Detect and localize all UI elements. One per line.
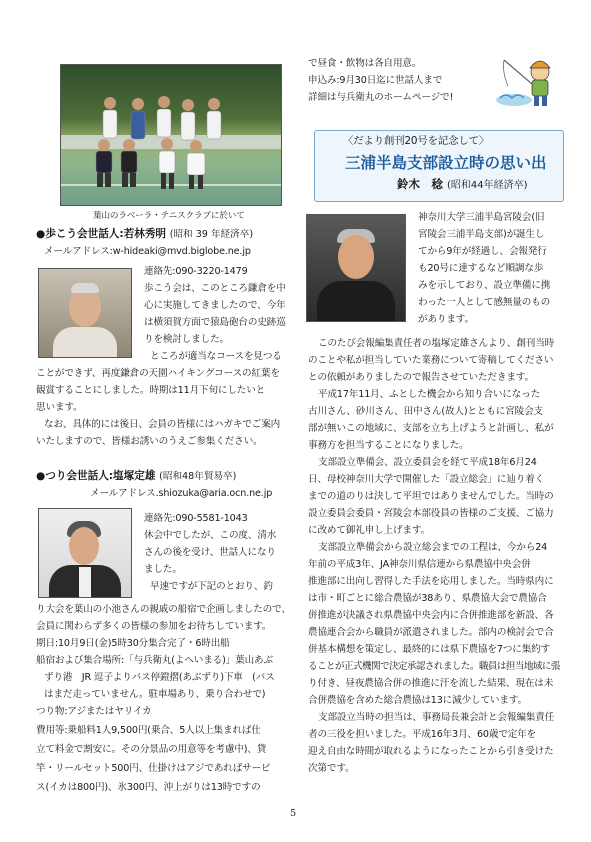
walking-line: は横須賀方面で猿島砲台の史跡巡 [144,317,286,328]
fishing-line: ス(イカは800円)、氷300円、沖上がりは13時ですの [36,782,261,793]
portrait-face [69,527,99,565]
fishing-line: 船宿および集合場所:「与兵衛丸(よへいまる)」葉山あぶ [36,655,273,666]
article-line: は市・町ごとに総合農協が38あり、県農協大会で農協合 [308,593,547,604]
walking-line: 心に実施してきましたので、今年 [144,300,286,311]
walking-heading [36,226,253,241]
article-line: 設立委員会委員・宮陵会本部役員の皆様のご支援、ご協力 [308,508,554,519]
article-line: との依頼がありましたので報告させていただきます。 [308,372,534,383]
walking-heading-name: ●歩こう会世話人:若林秀明 [36,228,167,240]
article-line: 古川さん、砂川さん、田中さん(故人)とともに宮陵会支 [308,406,543,417]
fishing-line: り大会を葉山の小池さんの親戚の船宿で企画しましたので、 [36,604,291,615]
walking-line: なお、具体的には後日、会員の皆様にはハガキでご案内 [44,419,281,430]
article-title-box [314,130,564,202]
fishing-line: はまだ走っていません。駐車場あり、乗り合わせで) [44,689,266,700]
tennis-group-illustration [61,65,281,205]
article-line: 事務方を担当することになりました。 [308,440,469,451]
walking-line: ことができず、再度鎌倉の天園ハイキングコースの紅葉を [36,368,280,379]
article-intro-line: てから9年が経過し、会報発行 [418,246,547,257]
article-line: 平成17年11月、ふとした機会から知り合いになった [318,389,541,400]
fishing-line: 期日:10月9日(金)5時30分集合完了・6時出船 [36,638,230,649]
wakabayashi-portrait [38,268,132,358]
portrait-face [338,235,374,279]
page-number: 5 [290,808,296,819]
fishing-continued-line: で昼食・飲物は各自用意。 [308,58,422,69]
article-intro-line: 宮陵会三浦半島支部)が誕生し [418,229,545,240]
portrait-face [69,287,101,327]
portrait-body [317,281,395,322]
fishing-continued-line: 詳細は与兵衛丸のホームページで! [308,92,454,103]
article-line: 推進部に出向し習得した手法を応用しました。当時県内に [308,576,554,587]
fishing-line: ずり港 JR 逗子よりバス停鐙摺(あぶずり)下車 (バス [44,672,275,683]
fishing-heading-name: ●つり会世話人:塩塚定雄 [36,470,156,482]
fisherman-illustration [494,50,564,112]
article-line: 支部設立当時の担当は、事務局長兼会計と会報編集責任 [318,712,555,723]
article-author-year: (昭和44年経済卒) [447,180,528,191]
walking-heading-year: (昭和 39 年経済卒) [169,229,254,240]
fishing-line: つり物:アジまたはヤリイカ [36,706,152,717]
walking-line: ところが適当なコースを見つる [150,351,282,362]
fishing-line: 休会中でしたが、この度、清水 [144,530,277,541]
fishing-line: 立て料金で割安に。その分景品の用意等を考慮中)、貸 [36,744,267,755]
article-intro-line: 神奈川大学三浦半島宮陵会(旧 [418,212,545,223]
fishing-line: 早速ですが下記のとおり、釣 [150,581,273,592]
article-intro-line: わった一人として感無量のもの [418,297,551,308]
fishing-line: 費用等:乗船料1人9,500円(乗合、5人以上集まれば仕 [36,725,261,736]
article-line: 農協連合会から職員が派遣されました。部内の検討会で合 [308,627,554,638]
walking-line: りを検討しました。 [144,334,229,345]
tennis-group-photo [60,64,282,206]
fishing-line: ました。 [144,564,182,575]
photo-caption: 葉山のラベーラ・テニスクラブに於いて [93,211,245,221]
portrait-shirt [79,567,91,597]
walking-line: 連絡先:090-3220-1479 [144,266,248,277]
article-line: に改めて御礼申し上げます。 [308,525,431,536]
portrait-hair [71,283,99,293]
article-intro-line: も20号に達するなど順調な歩 [418,263,544,274]
article-line: 迎え自由な時間が取れるようになったことから引き受けた [308,746,554,757]
article-line: までの道のりは決して平坦ではありませんでした。当時の [308,491,554,502]
fishing-line: 連絡先:090-5581-1043 [144,513,248,524]
fishing-heading-year: (昭和48年貿易卒) [159,471,237,482]
article-line: 日、母校神奈川大学で開催した「設立総会」に辿り着く [308,474,545,485]
article-line: のことや私が担当していた業務について寄稿してください [308,355,554,366]
article-line: 併推進が決議され県農協中央会内に合併推進部を新設、各 [308,610,554,621]
article-line: ることが正式機関で決定承認されました。職員は担当地域に張 [308,661,560,672]
article-line: 者の三役を担いました。平成16年3月、60歳で定年を [308,729,537,740]
fishing-heading [36,468,236,483]
article-line: り付き、昼夜農協合併の推進に汗を流した結果、現在は未 [308,678,554,689]
article-intro-line: みを示しており、設立準備に携 [418,280,551,291]
portrait-body [53,327,117,358]
walking-line: いたしますので、皆様お誘いのうえご参集ください。 [36,436,263,447]
fishing-continued-line: 申込み:9月30日迄に世話人まで [308,75,443,86]
fishing-line: さんの後を受け、世話人になり [144,547,276,558]
article-line: このたび会報編集責任者の塩塚定雄さんより、創刊当時 [318,338,555,349]
article-subtitle: 〈だより創刊20号を記念して〉 [343,135,490,147]
article-title: 三浦半島支部設立時の思い出 [345,154,547,172]
article-line: 年前の平成3年、JA神奈川県信連から県農協中央会併 [308,559,531,570]
article-line: 合併農協を含めた総合農協は13に減少しています。 [308,695,527,706]
suzuki-portrait [306,214,406,322]
walking-mail: メールアドレス:w-hideaki@mvd.biglobe.ne.jp [44,246,251,257]
article-line: 併基本構想を策定し、最終的には県下農協を7つに集約す [308,644,551,655]
fishing-mail: メールアドレス.shiozuka@aria.ocn.ne.jp [90,488,273,499]
article-line: 部が無いこの地域に、支部を立ち上げようと計画し、私が [308,423,554,434]
walking-line: 思います。 [36,402,83,413]
article-line: 支部設立準備会から設立総会までの工程は、今から24 [318,542,548,553]
article-author-name: 鈴木 稔 [397,177,443,191]
fishing-line: 竿・リールセット500円、仕掛けはアジであればサービ [36,763,271,774]
walking-line: 歩こう会は、このところ鎌倉を中 [144,283,286,294]
article-line: 次第です。 [308,763,355,774]
fishing-line: 会員に関わらず多くの皆様の参加をお待ちしています。 [36,621,272,632]
shiozuka-portrait [38,508,132,598]
article-author [397,176,528,192]
walking-line: 観賞することにしました。時期は11月下旬にしたいと [36,385,266,396]
article-intro-line: があります。 [418,314,474,325]
article-line: 支部設立準備会、設立委員会を経て平成18年6月24 [318,457,537,468]
